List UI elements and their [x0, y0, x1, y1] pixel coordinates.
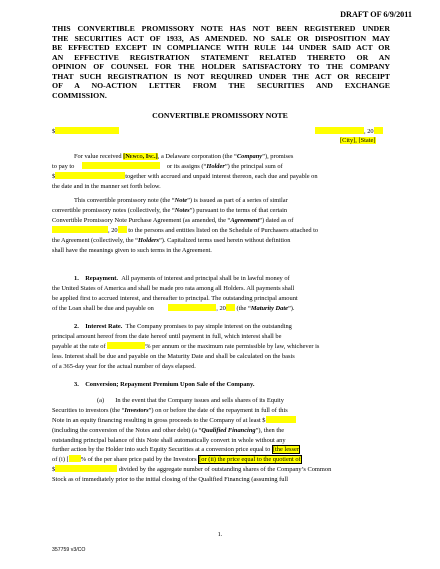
date-blank[interactable] — [315, 127, 364, 134]
gross-proceeds-blank[interactable] — [266, 416, 296, 423]
interest-rate-blank[interactable] — [107, 342, 145, 349]
section-interest-rate: 2. Interest Rate. The Company promises to pay simple interest on the outstanding principal amount hereof from the date hereof until payment in full, which interest shall be payable at the rate of % per annum or the maximum rate permissible by law, whichever is less. Interest shall be due and payable on the Maturity Date and shall be calculated on the basis of a 365-day year for the actual number of days elapsed. — [52, 323, 320, 370]
discount-percent-blank[interactable] — [69, 455, 81, 462]
page-number: 1. — [217, 531, 223, 538]
maturity-date-blank[interactable] — [168, 304, 216, 311]
legend-line: COMMISSION. — [52, 90, 107, 100]
city-state: [City], [State] — [340, 137, 376, 144]
agreement-year-blank[interactable] — [118, 226, 127, 233]
legend-line: AN EFFECTIVE REGISTRATION STATEMENT RELATED THERETO OR AN — [52, 52, 390, 62]
dollar-sign: $ — [52, 128, 56, 135]
legend-line: THE SECURITIES ACT OF 1933, AS AMENDED. NO SALE OR DISPOSITION MAY — [52, 33, 390, 43]
legend-line: OF A NO-ACTION LETTER FROM THE SECURITIES AND EXCHANGE — [52, 81, 390, 90]
legend-line: THAT SUCH REGISTRATION IS NOT REQUIRED UNDER THE ACT OR RECEIPT — [52, 71, 390, 81]
section-conversion: 3. Conversion; Repayment Premium Upon Sale of the Company. (a) In the event that the Company issues and sells shares of its Equity Securities to investors (the “Investors”) on or before the date of the repayment in full of this Note in an equity financing resulting in gross proceeds to the Company of at least $ (including the conversion of the Notes and other debt) (a “Qualified Financing”), then the outstanding principal balance of this Note shall automatically convert in whole without any further action by the Holder into such Equity Securities at a conversion price equal to [the lesser of (i) [ % of the per share price paid by the Investors [or (ii) the price equal to the quotient of $ divided by the aggregate number of outstanding shares of the Company’s Common Stock as of immediately prior to the initial closing of the Qualified Financing (assuming full — [52, 381, 332, 484]
section-heading: Interest Rate. — [85, 323, 123, 330]
year-prefix: , 20 — [364, 128, 374, 135]
legend-line: OPINION OF COUNSEL FOR THE HOLDER SATISFACTORY TO THE COMPANY — [52, 62, 390, 71]
company-name: [Newco, Inc.] — [123, 153, 158, 160]
section-repayment: 1. Repayment. All payments of interest and principal shall be in lawful money of the United States of America and shall be made pro rata among all Holders. All payments shall be applied first to accrued interest, and thereafter to principal. The outstanding principal amount of the Loan shall be due and payable on , 20 (the “Maturity Date”). — [52, 275, 298, 312]
valuation-cap-blank[interactable] — [55, 465, 117, 472]
maturity-year-blank[interactable] — [226, 304, 235, 311]
document-id: 357759 v3/CO — [52, 547, 86, 553]
legend-line: THIS CONVERTIBLE PROMISSORY NOTE HAS NOT BEEN REGISTERED UNDER — [52, 24, 390, 33]
section-heading: Repayment. — [85, 275, 119, 282]
securities-legend — [52, 24, 390, 100]
year-blank[interactable] — [374, 127, 383, 134]
amount-field — [52, 127, 119, 137]
promise-paragraph: For value received [Newco, Inc.], a Delaware corporation (the “Company”), promises to pay to or its assigns (“Holder”) the principal sum of $ together with accrued and unpaid interest thereon, each due and payable on the date and in the manner set forth below. — [52, 153, 318, 190]
series-paragraph: This convertible promissory note (the “Note”) is issued as part of a series of similar convertible promissory notes (collectively, the “Notes”) pursuant to the terms of that certain Convertible Promissory Note Purchase Agreement (as amended, the “Agreement”) dated as of , 20 to the persons and entities listed on the Schedule of Purchasers attached to the Agreement (collectively, the “Holders”). Capitalized terms used herein without definition shall have the meanings given to such terms in the Agreement. — [52, 197, 319, 254]
legend-line: BE EFFECTED EXCEPT IN COMPLIANCE WITH RULE 144 UNDER SAID ACT OR — [52, 43, 390, 52]
document-title: CONVERTIBLE PROMISSORY NOTE — [152, 111, 288, 120]
amount-blank[interactable] — [55, 127, 119, 134]
payee-blank[interactable] — [82, 162, 160, 169]
agreement-date-blank[interactable] — [52, 226, 108, 233]
principal-blank[interactable] — [55, 172, 125, 179]
draft-label: DRAFT OF 6/9/2011 — [340, 10, 412, 19]
section-heading: Conversion; Repayment Premium Upon Sale of the Company. — [85, 381, 255, 388]
